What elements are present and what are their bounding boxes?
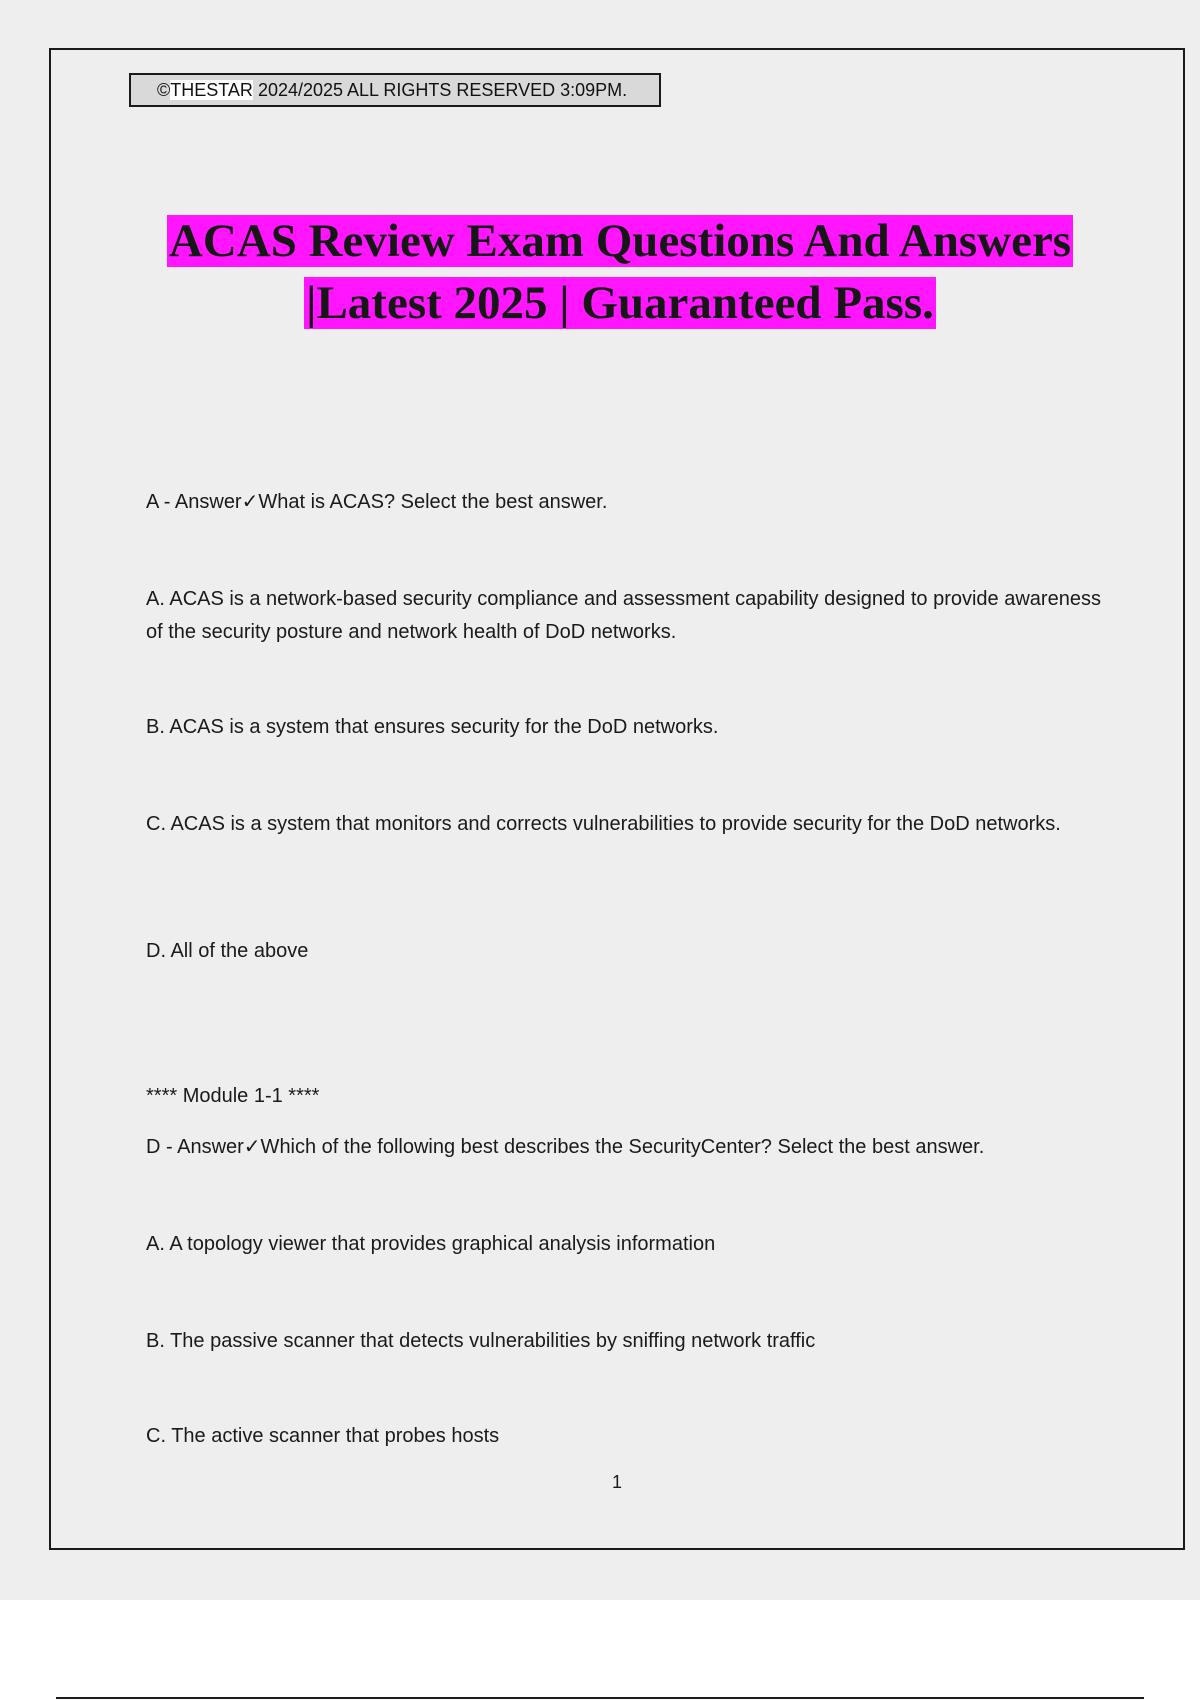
title-line-2: |Latest 2025 | Guaranteed Pass. [306, 277, 934, 329]
question-2-option-c: C. The active scanner that probes hosts [146, 1425, 500, 1447]
question-1-option-c: C. ACAS is a system that monitors and corrects vulnerabilities to provide security for the DoD networks. [146, 813, 1061, 835]
page-number: 1 [611, 1472, 622, 1492]
module-heading: **** Module 1-1 **** [146, 1085, 320, 1107]
copyright-symbol: © [157, 80, 171, 100]
question-1-option-b: B. ACAS is a system that ensures security for the DoD networks. [146, 716, 719, 738]
question-2-option-a: A. A topology viewer that provides graphical analysis information [146, 1233, 716, 1255]
question-2-prompt: D - Answer✓Which of the following best describes the SecurityCenter? Select the best answer. [146, 1136, 985, 1158]
question-1-option-d: D. All of the above [146, 940, 309, 962]
question-2-option-b: B. The passive scanner that detects vulnerabilities by sniffing network traffic [146, 1330, 816, 1352]
question-1-option-a: A. ACAS is a network-based security compliance and assessment capability designed to provide awareness of the security posture and network health of DoD networks. [146, 588, 1101, 643]
title-line-1: ACAS Review Exam Questions And Answers [168, 215, 1072, 267]
question-1-prompt: A - Answer✓What is ACAS? Select the best answer. [146, 491, 608, 513]
copyright-header [129, 73, 661, 107]
header-rights-text: 2024/2025 ALL RIGHTS RESERVED 3:09PM. [252, 80, 628, 100]
next-page-top-rule [56, 1697, 1144, 1699]
document-title [130, 210, 1110, 334]
header-brand: THESTAR [170, 80, 253, 100]
